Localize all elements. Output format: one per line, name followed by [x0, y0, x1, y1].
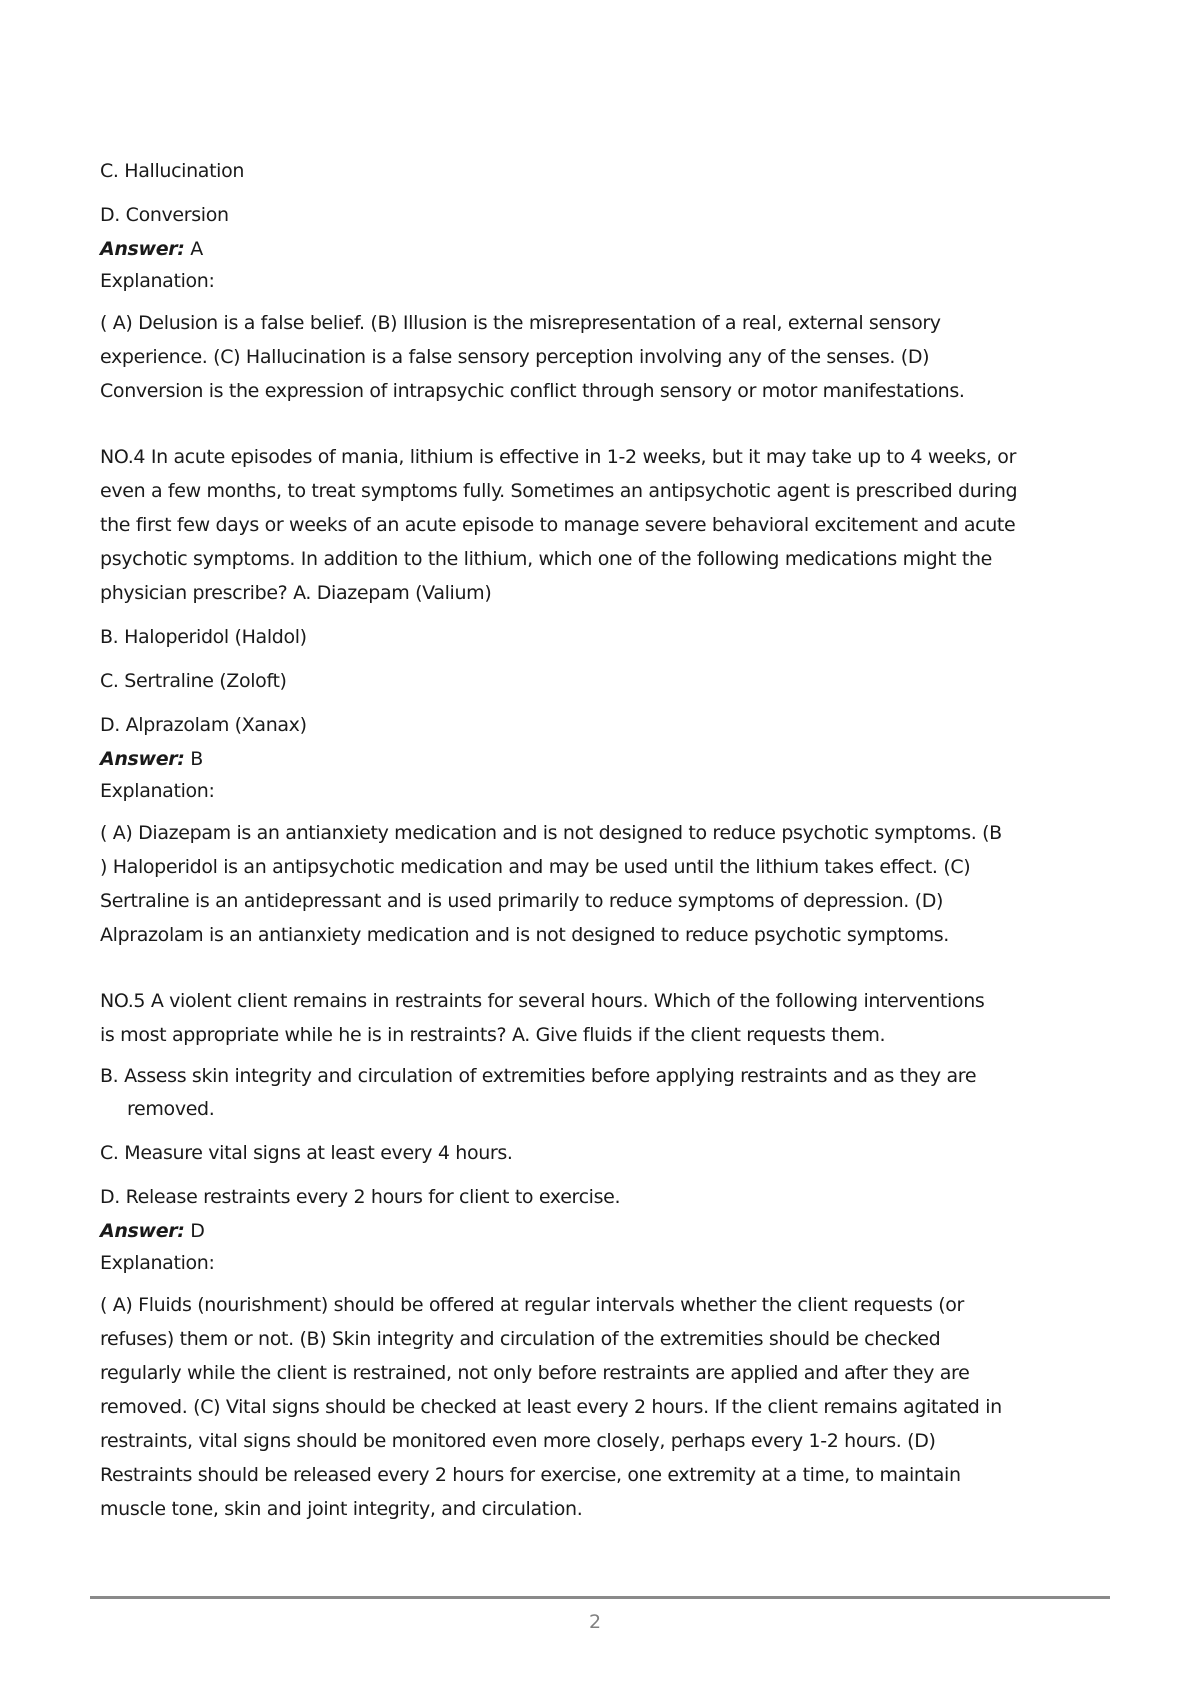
- q3-option-c: C. Hallucination: [100, 160, 245, 182]
- q5-option-b: B. Assess skin integrity and circulation of extremities before applying restraints and as they are removed.: [100, 1065, 977, 1120]
- q4-question: NO.4 In acute episodes of mania, lithium is effective in 1-2 weeks, but it may take up to 4 weeks, or even a few months, to treat symptoms fully. Sometimes an antipsychotic agent is prescribed during the first few days or weeks of an acute episode to manage severe behavioral excitement and acute psychotic symptoms. In addition to the lithium, which one of the following medications might the physician prescribe? A. Diazepam (Valium): [100, 446, 1018, 604]
- q3-option-d: D. Conversion: [100, 204, 229, 226]
- q3-explanation: ( A) Delusion is a false belief. (B) Illusion is the misrepresentation of a real, external sensory experience. (C) Hallucination is a false sensory perception involving any of the senses. (D) Conversion is the expression of intrapsychic conflict through sensory or motor manifestations.: [100, 312, 965, 402]
- q4-option-b: B. Haloperidol (Haldol): [100, 626, 307, 648]
- q5-option-d: D. Release restraints every 2 hours for client to exercise.: [100, 1186, 621, 1208]
- footer-divider: [90, 1596, 1110, 1599]
- q4-explanation-label: Explanation:: [100, 780, 215, 802]
- q4-answer: [100, 744, 1090, 774]
- q5-answer: [100, 1216, 1090, 1246]
- page-number: 2: [588, 1611, 602, 1633]
- q5-answer-value: D: [190, 1220, 205, 1242]
- q4-option-c: C. Sertraline (Zoloft): [100, 670, 287, 692]
- question-3: [100, 154, 1090, 408]
- q5-explanation: ( A) Fluids (nourishment) should be offered at regular intervals whether the client requests (or refuses) them or not. (B) Skin integrity and circulation of the extremities should be checked regularly while the client is restrained, not only before restraints are applied and after they are removed. (C) Vital signs should be checked at least every 2 hours. If the client remains agitated in restraints, vital signs should be monitored even more closely, perhaps every 1-2 hours. (D) Restraints should be released every 2 hours for exercise, one extremity at a time, to maintain muscle tone, skin and joint integrity, and circulation.: [100, 1294, 1002, 1520]
- q4-answer-value: B: [190, 748, 203, 770]
- q4-option-d: D. Alprazolam (Xanax): [100, 714, 307, 736]
- q3-answer: [100, 234, 1090, 264]
- q3-answer-value: A: [190, 238, 203, 260]
- question-5: [100, 984, 1090, 1526]
- q4-explanation: ( A) Diazepam is an antianxiety medication and is not designed to reduce psychotic symptoms. (B ) Haloperidol is an antipsychotic medication and may be used until the lithium takes effect. (C) Sertraline is an antidepressant and is used primarily to reduce symptoms of depression. (D) Alprazolam is an antianxiety medication and is not designed to reduce psychotic symptoms.: [100, 822, 1002, 946]
- question-4: [100, 440, 1090, 952]
- q5-answer-label: Answer:: [100, 1220, 185, 1242]
- q5-question: NO.5 A violent client remains in restraints for several hours. Which of the following interventions is most appropriate while he is in restraints? A. Give fluids if the client requests them.: [100, 990, 985, 1046]
- q4-answer-label: Answer:: [100, 748, 185, 770]
- q3-answer-label: Answer:: [100, 238, 185, 260]
- page-content: [100, 154, 1090, 1526]
- q5-option-c: C. Measure vital signs at least every 4 hours.: [100, 1142, 513, 1164]
- q3-explanation-label: Explanation:: [100, 270, 215, 292]
- q5-explanation-label: Explanation:: [100, 1252, 215, 1274]
